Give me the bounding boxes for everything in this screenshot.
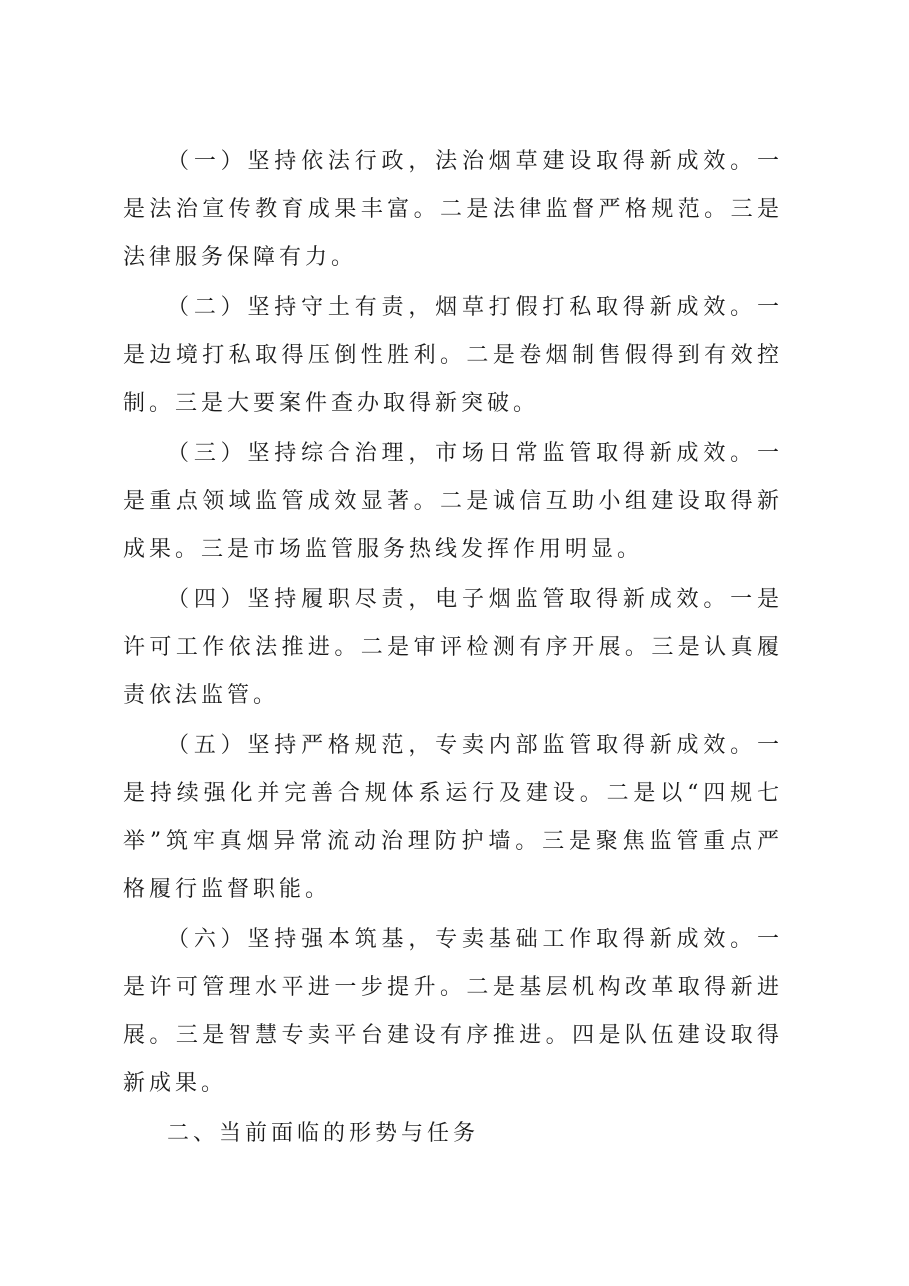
document-body: [123, 138, 783, 1158]
paragraph-4: （四）坚持履职尽责，电子烟监管取得新成效。一是许可工作依法推进。二是审评检测有序开展。三是认真履责依法监管。: [123, 587, 783, 708]
section-heading: 二、当前面临的形势与任务: [167, 1121, 480, 1146]
paragraph-1: （一）坚持依法行政，法治烟草建设取得新成效。一是法治宣传教育成果丰富。二是法律监督严格规范。三是法律服务保障有力。: [123, 149, 783, 270]
paragraph-6: （六）坚持强本筑基，专卖基础工作取得新成效。一是许可管理水平进一步提升。二是基层机构改革取得新进展。三是智慧专卖平台建设有序推进。四是队伍建设取得新成果。: [123, 927, 783, 1096]
paragraph-3: （三）坚持综合治理，市场日常监管取得新成效。一是重点领域监管成效显著。二是诚信互助小组建设取得新成果。三是市场监管服务热线发挥作用明显。: [123, 441, 783, 562]
paragraph-5: （五）坚持严格规范，专卖内部监管取得新成效。一是持续强化并完善合规体系运行及建设。二是以“四规七举”筑牢真烟异常流动治理防护墙。三是聚焦监管重点严格履行监督职能。: [123, 733, 783, 902]
paragraph-2: （二）坚持守土有责，烟草打假打私取得新成效。一是边境打私取得压倒性胜利。二是卷烟制售假得到有效控制。三是大要案件查办取得新突破。: [123, 295, 783, 416]
